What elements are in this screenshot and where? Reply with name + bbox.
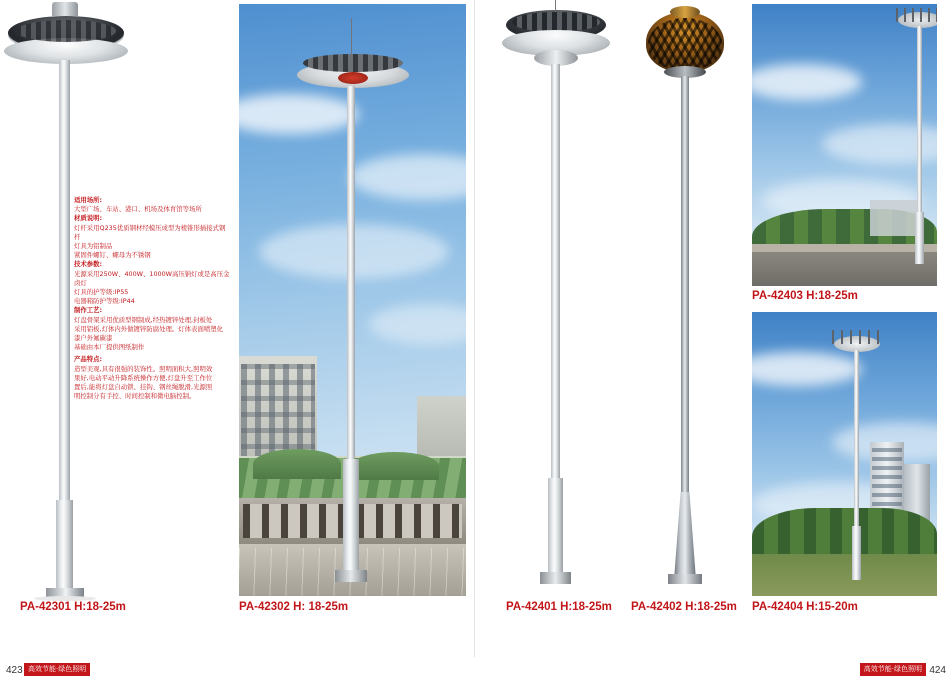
- mast-pole-decorative-lower: [674, 492, 696, 580]
- spec-features-title: 产品特点:: [74, 355, 103, 364]
- product-image-pa-42401: [500, 0, 610, 600]
- spec-features-l2: 果好,电动平动升降系统操作方便,灯盘升至工作位: [74, 373, 213, 382]
- caption-pa-42302: PA-42302 H: 18-25m: [239, 601, 349, 613]
- spec-process-l2: 采用铝板,灯体内外做镀锌防腐处理。灯体表面喷塑化: [74, 324, 224, 333]
- spec-material-l3: 紧固件螺钉、螺母为不锈钢: [74, 251, 151, 260]
- mast-pole-lower: [56, 500, 73, 595]
- mast-pole: [681, 76, 689, 496]
- page-number-left: 423: [6, 665, 23, 676]
- caption-pa-42403: PA-42403 H:18-25m: [752, 290, 858, 302]
- grass-ground: [752, 554, 937, 596]
- spec-material-title: 材质说明:: [74, 214, 103, 223]
- mast-pole: [551, 64, 560, 484]
- lamp-louvers: [16, 20, 116, 42]
- lightning-rod: [555, 0, 556, 12]
- product-image-pa-42302: [239, 4, 466, 596]
- specification-text: [74, 196, 230, 401]
- lamp-arms: [832, 330, 882, 344]
- lamp-head-louvers: [512, 12, 600, 32]
- spec-features-l3: 置后,能将灯盘自动锁、挂钩、钢丝绳脱滑,光源照: [74, 383, 213, 392]
- mast-pole-lower: [852, 526, 861, 580]
- mast-pole: [854, 350, 859, 530]
- page-gutter-divider: [474, 0, 475, 657]
- mast-base: [335, 570, 367, 582]
- footer-tagline-left: 高效节能·绿色照明: [24, 663, 90, 676]
- caption-pa-42301: PA-42301 H:18-25m: [20, 601, 126, 613]
- mast-pole: [347, 86, 355, 466]
- mast-pole: [59, 60, 70, 520]
- spec-features-l1: 造型美观,具有很强的装饰性。照明面积大,照明效: [74, 364, 213, 373]
- page-number-right: 424: [929, 665, 946, 676]
- tree-line: [752, 508, 937, 560]
- building-behind-trees: [870, 200, 920, 236]
- mast-pole-lower: [548, 478, 563, 578]
- spec-process-l4: 基础由本厂提供图纸制作: [74, 343, 145, 352]
- mast-base: [540, 572, 571, 584]
- spec-process-title: 制作工艺:: [74, 306, 103, 315]
- spec-material-l2: 灯具为铝制品: [74, 242, 113, 251]
- lamp-head-louvers: [303, 54, 403, 72]
- caption-pa-42401: PA-42401 H:18-25m: [506, 601, 612, 613]
- spec-process-l3: 漆户外氟碳漆: [74, 334, 113, 343]
- spec-applications-title: 适用场所:: [74, 196, 103, 204]
- canopy-arch: [253, 449, 341, 479]
- lamp-top-fitting: [52, 2, 78, 16]
- spec-params-l4: 电器箱防护等级:IP44: [74, 297, 135, 306]
- lightning-rod: [351, 18, 352, 58]
- spec-params-l2: 卤灯: [74, 278, 87, 287]
- spec-material-l1: 灯杆采用Q235优质钢材经模压成型为棱锥形插接式钢杆: [74, 223, 226, 241]
- product-image-pa-42402: [630, 0, 740, 600]
- canopy-arch-2: [351, 452, 439, 480]
- caption-pa-42402: PA-42402 H:18-25m: [631, 601, 737, 613]
- caption-pa-42404: PA-42404 H:15-20m: [752, 601, 858, 613]
- spec-applications-body: 大型广场、车站、港口、机场及体育馆等场所: [74, 205, 202, 214]
- product-image-pa-42403: [752, 4, 937, 286]
- lamp-arms: [896, 8, 937, 22]
- spec-params-l1: 光源采用250W、400W、1000W高压钠灯或是高压金: [74, 269, 230, 278]
- lamp-globe-cap: [670, 6, 700, 18]
- road-ground: [752, 248, 937, 286]
- spec-params-title: 技术参数:: [74, 260, 103, 269]
- lamp-globe-lattice: [648, 18, 722, 70]
- product-image-pa-42404: [752, 312, 937, 596]
- road-shoulder: [752, 244, 937, 252]
- spec-process-l1: 灯盘骨架采用优质型钢制成,经热镀锌处理,封板处: [74, 315, 213, 324]
- spec-features-l4: 明控制分有手控、时间控制和微电脑控制。: [74, 392, 196, 401]
- page-footer: [0, 657, 950, 679]
- mast-pole-lower: [343, 459, 359, 579]
- mast-pole: [917, 26, 922, 216]
- mast-base: [668, 574, 702, 584]
- mast-pole-lower: [915, 212, 924, 264]
- lamp-center-cap: [338, 72, 368, 84]
- footer-tagline-right: 高效节能·绿色照明: [860, 663, 926, 676]
- spec-params-l3: 灯具的护等级:IP55: [74, 288, 129, 297]
